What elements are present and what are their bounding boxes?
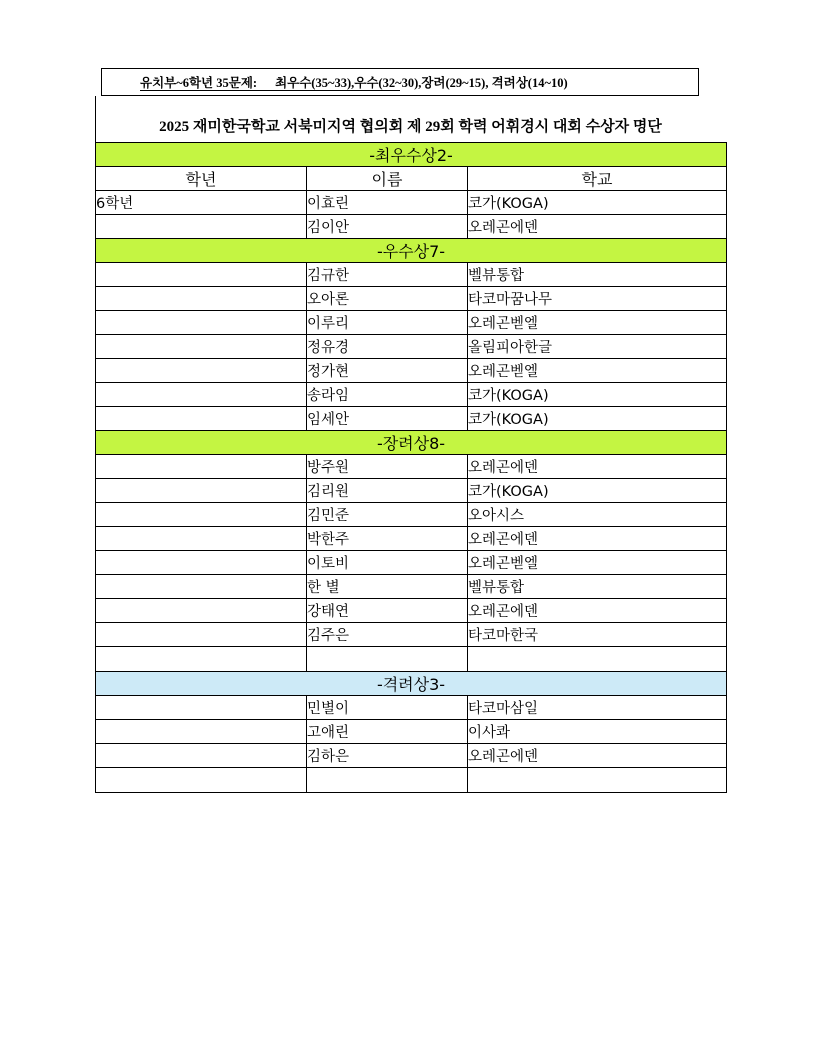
grade-cell — [96, 311, 307, 335]
table-row — [96, 455, 727, 479]
criteria-ranges: 최우수(35~33),우수(32~30),장려(29~15), 격려상(14~10) — [275, 76, 568, 90]
grade-cell — [96, 527, 307, 551]
school-cell: 벨뷰통합 — [468, 263, 727, 287]
section-title: -우수상7- — [96, 239, 727, 263]
grade-cell — [96, 287, 307, 311]
section-title: -격려상3- — [96, 672, 727, 696]
header-school: 학교 — [468, 167, 727, 191]
table-row — [96, 383, 727, 407]
section-row — [96, 239, 727, 263]
name-cell: 김민준 — [307, 503, 468, 527]
school-cell — [468, 647, 727, 672]
table-row — [96, 623, 727, 647]
name-cell: 김규한 — [307, 263, 468, 287]
grade-cell — [96, 263, 307, 287]
grade-cell — [96, 744, 307, 768]
name-cell: 김주은 — [307, 623, 468, 647]
section-title: -최우수상2- — [96, 143, 727, 167]
school-cell: 타코마삼일 — [468, 696, 727, 720]
grade-cell — [96, 623, 307, 647]
name-cell: 강태연 — [307, 599, 468, 623]
school-cell: 타코마꿈나무 — [468, 287, 727, 311]
school-cell: 오레곤에덴 — [468, 744, 727, 768]
section-row — [96, 431, 727, 455]
criteria-label: 유치부~6학년 35문제: — [140, 76, 258, 90]
grade-cell — [96, 359, 307, 383]
name-cell — [307, 647, 468, 672]
table-header-row — [96, 167, 727, 191]
table-row — [96, 311, 727, 335]
table-row — [96, 527, 727, 551]
table-row — [96, 287, 727, 311]
school-cell: 코가(KOGA) — [468, 191, 727, 215]
name-cell: 이루리 — [307, 311, 468, 335]
table-row — [96, 191, 727, 215]
awards-table-body — [96, 143, 727, 793]
grade-cell — [96, 455, 307, 479]
grade-cell — [96, 768, 307, 793]
table-row — [96, 744, 727, 768]
table-row — [96, 768, 727, 793]
school-cell: 오레곤에덴 — [468, 215, 727, 239]
grade-cell — [96, 383, 307, 407]
name-cell: 정유경 — [307, 335, 468, 359]
school-cell: 코가(KOGA) — [468, 407, 727, 431]
awards-table — [95, 142, 727, 793]
section-row — [96, 672, 727, 696]
scoring-criteria-box — [101, 68, 699, 96]
table-row — [96, 551, 727, 575]
grade-cell — [96, 575, 307, 599]
name-cell: 임세안 — [307, 407, 468, 431]
school-cell: 이사콰 — [468, 720, 727, 744]
grade-cell — [96, 551, 307, 575]
name-cell: 한 별 — [307, 575, 468, 599]
table-row — [96, 335, 727, 359]
table-row — [96, 503, 727, 527]
name-cell — [307, 768, 468, 793]
table-row — [96, 407, 727, 431]
name-cell: 정가현 — [307, 359, 468, 383]
school-cell: 코가(KOGA) — [468, 383, 727, 407]
school-cell: 오레곤에덴 — [468, 455, 727, 479]
school-cell: 오레곤에덴 — [468, 599, 727, 623]
school-cell: 오레곤벧엘 — [468, 359, 727, 383]
grade-cell — [96, 696, 307, 720]
name-cell: 김하은 — [307, 744, 468, 768]
table-row — [96, 599, 727, 623]
school-cell: 오레곤에덴 — [468, 527, 727, 551]
school-cell — [468, 768, 727, 793]
table-row — [96, 575, 727, 599]
table-row — [96, 479, 727, 503]
grade-cell — [96, 720, 307, 744]
section-title: -장려상8- — [96, 431, 727, 455]
grade-cell — [96, 335, 307, 359]
school-cell: 코가(KOGA) — [468, 479, 727, 503]
grade-cell — [96, 407, 307, 431]
criteria-underline — [140, 90, 400, 91]
name-cell: 김이안 — [307, 215, 468, 239]
grade-cell — [96, 647, 307, 672]
name-cell: 김리원 — [307, 479, 468, 503]
name-cell: 이효린 — [307, 191, 468, 215]
header-grade: 학년 — [96, 167, 307, 191]
table-row — [96, 215, 727, 239]
table-row — [96, 263, 727, 287]
table-row — [96, 696, 727, 720]
name-cell: 이토비 — [307, 551, 468, 575]
table-row — [96, 359, 727, 383]
school-cell: 올림피아한글 — [468, 335, 727, 359]
name-cell: 방주원 — [307, 455, 468, 479]
grade-cell: 6학년 — [96, 191, 307, 215]
school-cell: 오아시스 — [468, 503, 727, 527]
grade-cell — [96, 599, 307, 623]
name-cell: 박한주 — [307, 527, 468, 551]
school-cell: 오레곤벧엘 — [468, 551, 727, 575]
grade-cell — [96, 503, 307, 527]
grade-cell — [96, 215, 307, 239]
school-cell: 벨뷰통합 — [468, 575, 727, 599]
name-cell: 고애린 — [307, 720, 468, 744]
school-cell: 타코마한국 — [468, 623, 727, 647]
name-cell: 송라임 — [307, 383, 468, 407]
name-cell: 민별이 — [307, 696, 468, 720]
table-row — [96, 720, 727, 744]
school-cell: 오레곤벧엘 — [468, 311, 727, 335]
table-row — [96, 647, 727, 672]
grade-cell — [96, 479, 307, 503]
section-row-top-award — [96, 143, 727, 167]
document-title: 2025 재미한국학교 서북미지역 협의회 제 29회 학력 어휘경시 대회 수상자 명단 — [159, 119, 662, 135]
name-cell: 오아론 — [307, 287, 468, 311]
header-name: 이름 — [307, 167, 468, 191]
